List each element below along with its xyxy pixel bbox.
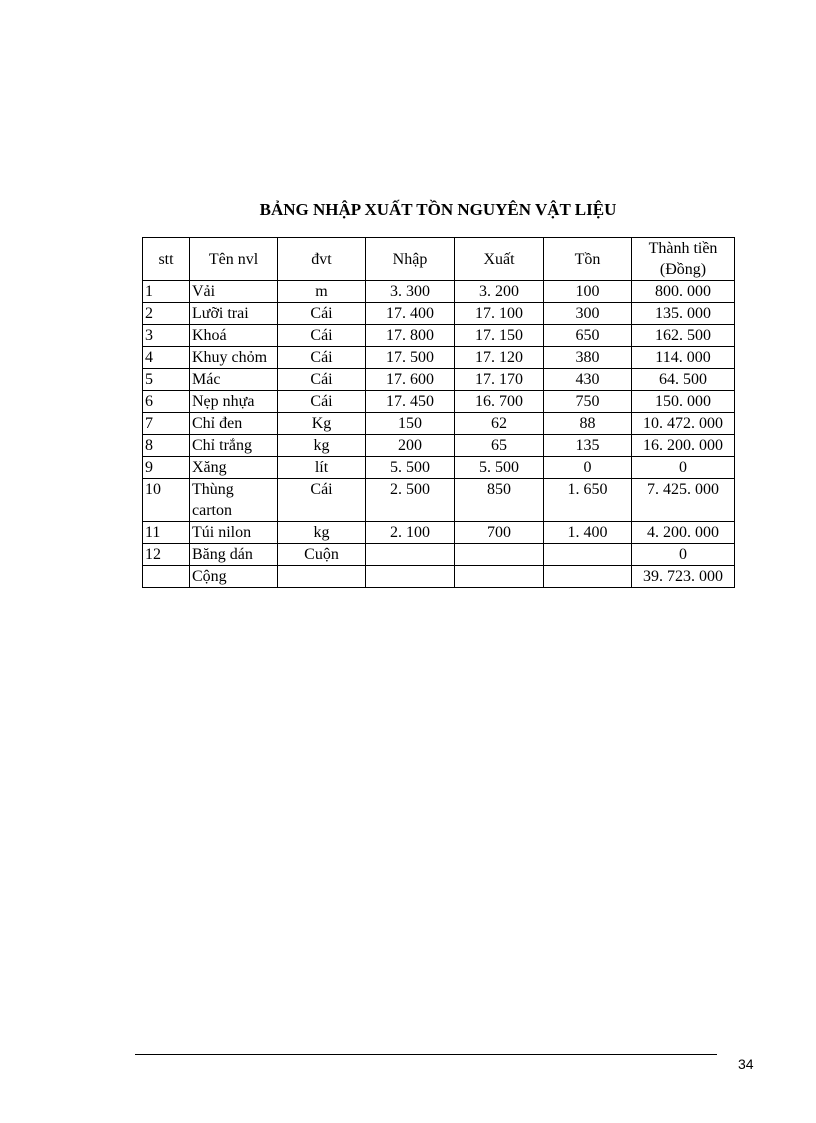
total-value: 39. 723. 000 [632,566,735,588]
table-row [143,347,735,369]
cell-ton: 430 [544,369,632,391]
cell-xuat: 17. 170 [455,369,544,391]
cell-ton: 300 [544,303,632,325]
header-xuat: Xuất [455,238,544,281]
cell-ten-nvl: Lưỡi trai [190,303,278,325]
cell-ten-nvl: Mác [190,369,278,391]
total-empty-cell [544,566,632,588]
cell-ten-nvl: Khuy chỏm [190,347,278,369]
table-row [143,391,735,413]
cell-nhap: 17. 600 [366,369,455,391]
cell-ten-nvl: Băng dán [190,544,278,566]
cell-nhap: 17. 500 [366,347,455,369]
cell-xuat [455,544,544,566]
header-thanh-tien: Thành tiền (Đồng) [632,238,735,281]
table-header-row [143,238,735,281]
cell-dvt: Cuộn [278,544,366,566]
cell-xuat: 700 [455,522,544,544]
cell-ten-nvl: Chỉ đen [190,413,278,435]
cell-xuat: 65 [455,435,544,457]
cell-xuat: 5. 500 [455,457,544,479]
cell-dvt: Cái [278,347,366,369]
cell-ton: 1. 650 [544,479,632,522]
cell-ton: 1. 400 [544,522,632,544]
cell-dvt: Kg [278,413,366,435]
cell-stt: 9 [143,457,190,479]
cell-stt: 5 [143,369,190,391]
cell-dvt: kg [278,435,366,457]
cell-ten-nvl: Chỉ trắng [190,435,278,457]
cell-stt: 1 [143,281,190,303]
cell-thanh-tien: 0 [632,544,735,566]
cell-thanh-tien: 4. 200. 000 [632,522,735,544]
cell-ten-nvl: Túi nilon [190,522,278,544]
header-ton: Tồn [544,238,632,281]
total-empty-cell [366,566,455,588]
cell-ton: 88 [544,413,632,435]
cell-ten-nvl: Nẹp nhựa [190,391,278,413]
cell-stt: 12 [143,544,190,566]
header-ten-nvl: Tên nvl [190,238,278,281]
table-row [143,303,735,325]
cell-nhap: 17. 450 [366,391,455,413]
footer-divider [135,1054,717,1055]
cell-stt: 6 [143,391,190,413]
cell-nhap: 200 [366,435,455,457]
cell-xuat: 17. 150 [455,325,544,347]
cell-xuat: 3. 200 [455,281,544,303]
cell-stt: 2 [143,303,190,325]
cell-thanh-tien: 162. 500 [632,325,735,347]
cell-thanh-tien: 114. 000 [632,347,735,369]
table-row [143,369,735,391]
cell-ten-nvl: Thùng carton [190,479,278,522]
cell-xuat: 62 [455,413,544,435]
cell-dvt: Cái [278,303,366,325]
cell-xuat: 17. 100 [455,303,544,325]
table-row [143,457,735,479]
header-dvt: đvt [278,238,366,281]
table-row [143,544,735,566]
cell-thanh-tien: 7. 425. 000 [632,479,735,522]
cell-nhap: 2. 500 [366,479,455,522]
table-total-row [143,566,735,588]
cell-thanh-tien: 16. 200. 000 [632,435,735,457]
cell-stt: 10 [143,479,190,522]
cell-ten-nvl: Xăng [190,457,278,479]
cell-ten-nvl: Khoá [190,325,278,347]
cell-nhap: 17. 800 [366,325,455,347]
cell-dvt: Cái [278,325,366,347]
cell-thanh-tien: 150. 000 [632,391,735,413]
cell-ton: 650 [544,325,632,347]
cell-ton: 100 [544,281,632,303]
cell-nhap: 150 [366,413,455,435]
cell-dvt: Cái [278,391,366,413]
cell-dvt: Cái [278,369,366,391]
cell-thanh-tien: 800. 000 [632,281,735,303]
cell-dvt: lít [278,457,366,479]
table-row [143,522,735,544]
cell-thanh-tien: 0 [632,457,735,479]
cell-nhap: 2. 100 [366,522,455,544]
cell-ton: 750 [544,391,632,413]
header-stt: stt [143,238,190,281]
page-number: 34 [738,1056,754,1072]
cell-nhap: 3. 300 [366,281,455,303]
cell-ton [544,544,632,566]
cell-thanh-tien: 10. 472. 000 [632,413,735,435]
cell-stt: 11 [143,522,190,544]
total-empty-cell [278,566,366,588]
cell-nhap: 5. 500 [366,457,455,479]
table-row [143,281,735,303]
inventory-table [142,237,735,588]
table-row [143,435,735,457]
cell-xuat: 850 [455,479,544,522]
cell-xuat: 16. 700 [455,391,544,413]
cell-stt: 8 [143,435,190,457]
cell-dvt: kg [278,522,366,544]
cell-ton: 0 [544,457,632,479]
table-row [143,413,735,435]
table-row [143,479,735,522]
total-stt-cell [143,566,190,588]
cell-stt: 4 [143,347,190,369]
cell-dvt: m [278,281,366,303]
total-label: Cộng [190,566,278,588]
cell-dvt: Cái [278,479,366,522]
table-row [143,325,735,347]
cell-ten-nvl: Vải [190,281,278,303]
page-title: BẢNG NHẬP XUẤT TỒN NGUYÊN VẬT LIỆU [259,200,617,219]
cell-thanh-tien: 135. 000 [632,303,735,325]
cell-ton: 380 [544,347,632,369]
cell-stt: 3 [143,325,190,347]
total-empty-cell [455,566,544,588]
cell-stt: 7 [143,413,190,435]
cell-nhap [366,544,455,566]
cell-nhap: 17. 400 [366,303,455,325]
cell-thanh-tien: 64. 500 [632,369,735,391]
header-nhap: Nhập [366,238,455,281]
cell-xuat: 17. 120 [455,347,544,369]
cell-ton: 135 [544,435,632,457]
